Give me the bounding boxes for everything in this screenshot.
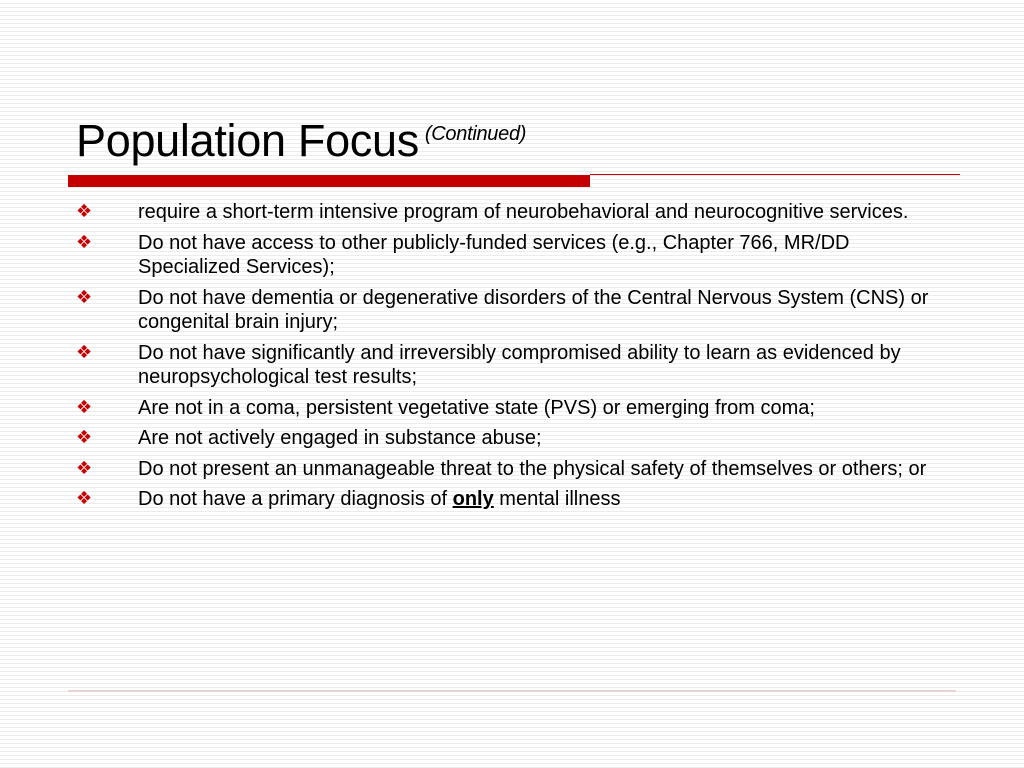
diamond-bullet-icon: ❖ bbox=[76, 201, 93, 222]
diamond-bullet-icon: ❖ bbox=[76, 427, 93, 448]
bullet-text: Are not in a coma, persistent vegetative state (PVS) or emerging from coma; bbox=[138, 396, 815, 419]
bullet-text: require a short-term intensive program of neurobehavioral and neurocognitive services. bbox=[138, 201, 909, 223]
bullet-text: Do not present an unmanageable threat to the physical safety of themselves or others; or bbox=[138, 457, 927, 480]
bullet-item bbox=[0, 200, 938, 225]
slide-title bbox=[76, 104, 526, 171]
bullet-text: Do not have dementia or degenerative disorders of the Central Nervous System (CNS) or congenital brain injury; bbox=[138, 286, 929, 333]
diamond-bullet-icon: ❖ bbox=[76, 286, 93, 308]
bullet-text-after: mental illness bbox=[493, 488, 621, 510]
diamond-bullet-icon: ❖ bbox=[76, 341, 93, 363]
bullet-text bbox=[138, 488, 620, 510]
bullet-text: Do not have significantly and irreversibly compromised ability to learn as evidenced by neuropsychological test results; bbox=[138, 341, 901, 388]
diamond-bullet-icon: ❖ bbox=[76, 231, 93, 253]
title-underline-rule bbox=[590, 174, 960, 175]
bullet-text-before: Do not have a primary diagnosis of bbox=[138, 488, 453, 510]
bullet-list bbox=[0, 200, 1024, 518]
bullet-item bbox=[0, 231, 938, 280]
bullet-item bbox=[0, 396, 938, 421]
bullet-item bbox=[0, 286, 938, 335]
bullet-item bbox=[0, 457, 938, 482]
emphasized-word: only bbox=[452, 488, 494, 510]
bullet-item bbox=[0, 426, 938, 451]
diamond-bullet-icon: ❖ bbox=[76, 488, 93, 509]
diamond-bullet-icon: ❖ bbox=[76, 457, 93, 479]
bullet-text: Do not have access to other publicly-funded services (e.g., Chapter 766, MR/DD Specialized Services); bbox=[138, 231, 850, 278]
title-underline-bar bbox=[68, 175, 590, 187]
title-text: Population Focus bbox=[76, 115, 419, 166]
diamond-bullet-icon: ❖ bbox=[76, 396, 93, 418]
bullet-item bbox=[0, 487, 938, 512]
title-subtitle: (Continued) bbox=[424, 123, 527, 145]
footer-rule bbox=[68, 690, 956, 692]
bullet-item bbox=[0, 341, 938, 390]
bullet-text: Are not actively engaged in substance abuse; bbox=[138, 427, 542, 449]
